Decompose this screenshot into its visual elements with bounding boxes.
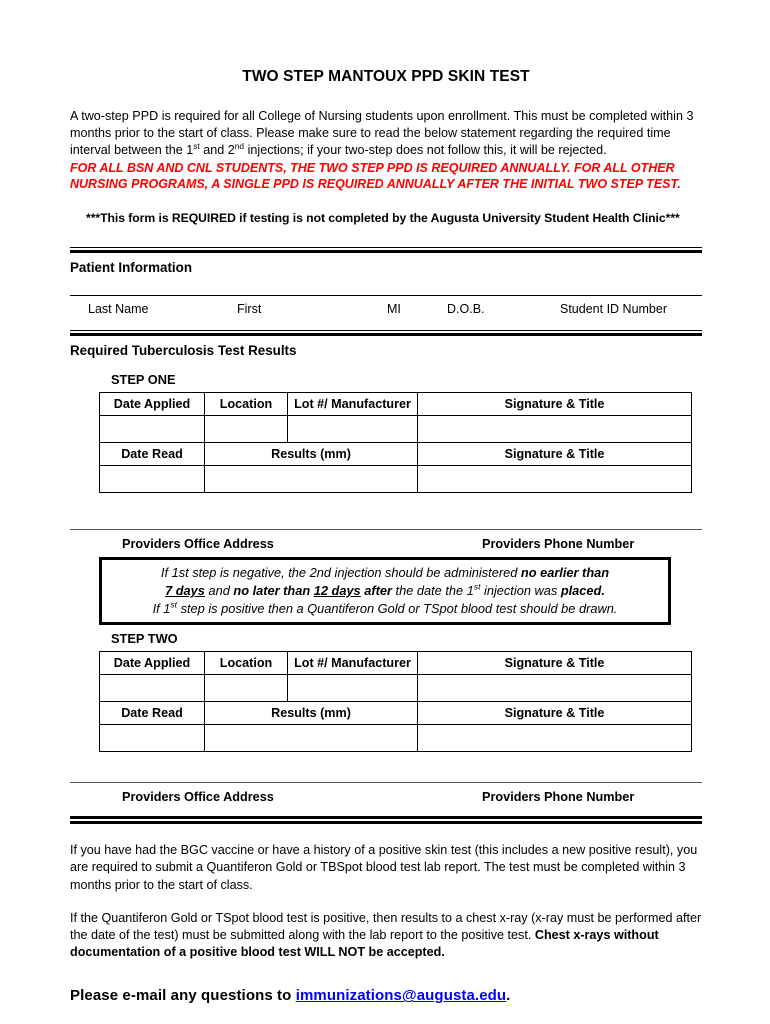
input-cell-location[interactable] bbox=[205, 416, 288, 443]
intro-sup-nd: nd bbox=[234, 141, 245, 152]
input-cell-date-applied[interactable] bbox=[100, 416, 205, 443]
header-lot-manufacturer: Lot #/ Manufacturer bbox=[288, 652, 418, 675]
input-cell-results-mm[interactable] bbox=[205, 466, 418, 493]
footer-paragraph-xray bbox=[70, 910, 702, 962]
callout-placed: placed. bbox=[560, 583, 605, 599]
header-date-applied: Date Applied bbox=[100, 652, 205, 675]
callout-line-2e: after bbox=[360, 583, 392, 599]
red-warning-line-1: FOR ALL BSN AND CNL STUDENTS, THE TWO STEP PPD IS REQUIRED ANNUALLY. FOR ALL OTHER bbox=[70, 160, 675, 175]
input-cell-lot-manufacturer[interactable] bbox=[288, 416, 418, 443]
field-label-student-id: Student ID Number bbox=[560, 302, 667, 317]
step-one-table bbox=[99, 392, 692, 493]
patient-information-heading: Patient Information bbox=[70, 260, 193, 276]
intro-part3: injections; if your two-step does not follow this, it will be rejected. bbox=[244, 143, 607, 158]
page-title: TWO STEP MANTOUX PPD SKIN TEST bbox=[242, 68, 530, 85]
input-cell-signature-title[interactable] bbox=[418, 416, 692, 443]
header-signature-title-2: Signature & Title bbox=[418, 443, 692, 466]
callout-line-2b: and bbox=[204, 583, 234, 599]
callout-line-1b: no earlier than bbox=[520, 565, 610, 581]
divider-above-patient-information bbox=[70, 247, 702, 253]
label-providers-phone-number: Providers Phone Number bbox=[482, 790, 635, 805]
input-cell-date-applied[interactable] bbox=[100, 675, 205, 702]
table-row-header-read bbox=[100, 443, 692, 466]
header-signature-title-2: Signature & Title bbox=[418, 702, 692, 725]
email-link[interactable]: immunizations@augusta.edu bbox=[295, 987, 507, 1005]
divider-above-footer bbox=[70, 816, 702, 824]
input-cell-signature-title[interactable] bbox=[418, 675, 692, 702]
footer-paragraph-bgc: If you have had the BGC vaccine or have a history of a positive skin test (this includes a new positive result), you are required to submit a Quantiferon Gold or TBSpot blood test lab report. The test must be completed within 3 months prior to the start of class. bbox=[70, 843, 698, 892]
callout-twelve-days: 12 days bbox=[313, 583, 361, 599]
footer-xray-normal: If the Quantiferon Gold or TSpot blood test is positive, then results to a chest x-ray (x-ray must be performed after the date of the test) must be submitted along with the lab report to the positive test. bbox=[70, 910, 702, 943]
intro-part2: and 2 bbox=[199, 143, 235, 158]
header-date-read: Date Read bbox=[100, 702, 205, 725]
field-label-last-name: Last Name bbox=[88, 302, 149, 317]
input-cell-lot-manufacturer[interactable] bbox=[288, 675, 418, 702]
header-location: Location bbox=[205, 652, 288, 675]
intro-paragraph bbox=[70, 108, 702, 160]
header-lot-manufacturer: Lot #/ Manufacturer bbox=[288, 393, 418, 416]
intro-part1: A two-step PPD is required for all College of Nursing students upon enrollment. This must be completed within 3 months prior to the start of class. Please make sure to read the below statement regarding the required time interval between the 1 bbox=[70, 109, 694, 158]
header-results-mm: Results (mm) bbox=[205, 702, 418, 725]
callout-line-2f: the date the 1 bbox=[391, 583, 474, 599]
table-row-entry-read bbox=[100, 466, 692, 493]
test-results-heading: Required Tuberculosis Test Results bbox=[70, 343, 297, 359]
step-one-label: STEP ONE bbox=[111, 372, 176, 388]
table-row-header-applied bbox=[100, 393, 692, 416]
step-two-table bbox=[99, 651, 692, 752]
red-warning-note bbox=[70, 160, 702, 193]
email-prefix-text: Please e-mail any questions to bbox=[70, 987, 296, 1005]
header-results-mm: Results (mm) bbox=[205, 443, 418, 466]
red-warning-line-2: NURSING PROGRAMS, A SINGLE PPD IS REQUIRED ANNUALLY AFTER THE INITIAL TWO STEP TEST. bbox=[70, 177, 681, 192]
callout-seven-days: 7 days bbox=[165, 583, 205, 599]
header-signature-title: Signature & Title bbox=[418, 652, 692, 675]
callout-line-3b: step is positive then a Quantiferon Gold or TSpot blood test should be drawn. bbox=[177, 600, 618, 616]
field-label-first-name: First bbox=[237, 302, 262, 317]
input-cell-date-read[interactable] bbox=[100, 466, 205, 493]
input-cell-signature-title-2[interactable] bbox=[418, 466, 692, 493]
email-contact-line bbox=[70, 987, 702, 1004]
callout-line-3a: If 1 bbox=[152, 600, 171, 616]
field-label-dob: D.O.B. bbox=[447, 302, 485, 317]
footer-xray-bold: Chest x-rays without documentation of a positive blood test WILL NOT be accepted. bbox=[70, 928, 659, 960]
header-signature-title: Signature & Title bbox=[418, 393, 692, 416]
header-location: Location bbox=[205, 393, 288, 416]
input-cell-date-read[interactable] bbox=[100, 725, 205, 752]
providers-row-step-one bbox=[70, 530, 702, 557]
input-cell-location[interactable] bbox=[205, 675, 288, 702]
header-date-applied: Date Applied bbox=[100, 393, 205, 416]
table-row-entry-read bbox=[100, 725, 692, 752]
form-required-note: ***This form is REQUIRED if testing is not completed by the Augusta University Student Health Clinic*** bbox=[86, 211, 680, 226]
input-cell-signature-title-2[interactable] bbox=[418, 725, 692, 752]
callout-line-1a: If 1st step is negative, the 2nd injection should be administered bbox=[160, 565, 521, 581]
email-suffix-text: . bbox=[506, 987, 511, 1005]
intro-sup-st: st bbox=[193, 141, 200, 152]
label-providers-phone-number: Providers Phone Number bbox=[482, 537, 635, 552]
label-providers-office-address: Providers Office Address bbox=[122, 790, 274, 805]
header-date-read: Date Read bbox=[100, 443, 205, 466]
patient-fields-row bbox=[70, 296, 702, 322]
table-row-header-applied bbox=[100, 652, 692, 675]
divider-above-test-results bbox=[70, 330, 702, 336]
callout-sup-st-1: st bbox=[473, 581, 481, 592]
callout-line-2c: no later than bbox=[233, 583, 314, 599]
callout-sup-st-2: st bbox=[170, 599, 178, 610]
injection-interval-callout bbox=[99, 557, 671, 625]
table-row-header-read bbox=[100, 702, 692, 725]
input-cell-results-mm[interactable] bbox=[205, 725, 418, 752]
step-two-label: STEP TWO bbox=[111, 631, 178, 647]
callout-line-2g: injection was bbox=[480, 583, 561, 599]
providers-row-step-two bbox=[70, 783, 702, 810]
field-label-mi: MI bbox=[387, 302, 401, 317]
table-row-entry-applied bbox=[100, 675, 692, 702]
label-providers-office-address: Providers Office Address bbox=[122, 537, 274, 552]
table-row-entry-applied bbox=[100, 416, 692, 443]
